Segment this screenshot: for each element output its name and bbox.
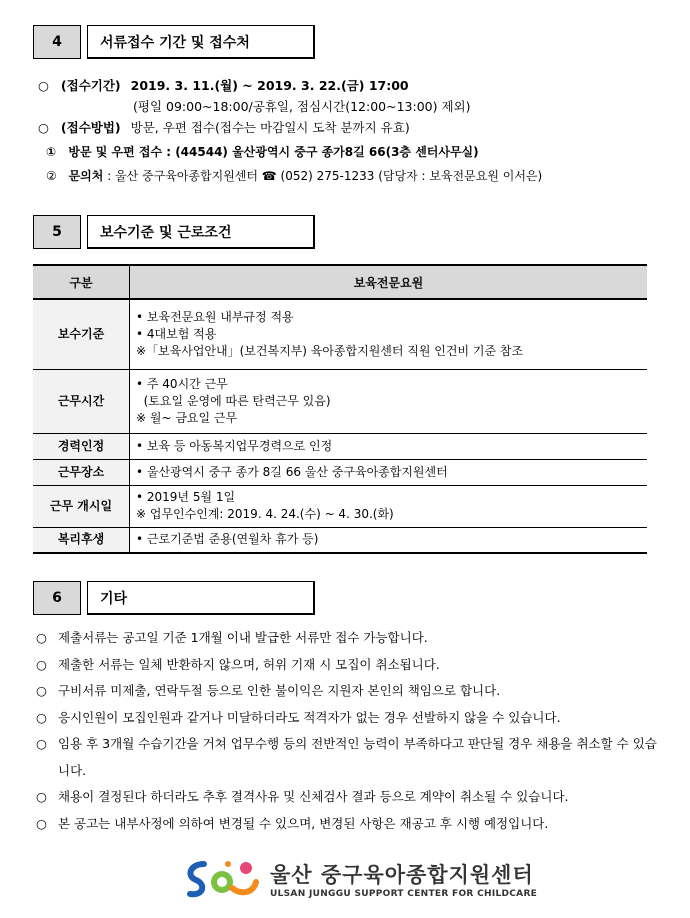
section-number: 6 [33, 581, 81, 615]
circle-bullet-icon: ○ [36, 683, 47, 698]
row-line: • 근로기준법 준용(연월차 휴가 등) [136, 532, 319, 547]
table-row [33, 459, 647, 485]
period-line [38, 76, 409, 94]
list-item-text: 제출한 서류는 일체 반환하지 않으며, 허위 기재 시 모집이 취소됩니다. [58, 656, 440, 672]
section-title: 서류접수 기간 및 접수처 [87, 25, 315, 59]
logo-name-korean: 울산 중구육아종합지원센터 [270, 863, 534, 887]
center-logo-icon [182, 856, 262, 902]
period-value: 2019. 3. 11.(월) ~ 2019. 3. 22.(금) 17:00 [130, 78, 409, 93]
row-label: 보수기준 [33, 299, 130, 369]
item-number-1: ① [46, 145, 57, 159]
row-label: 경력인정 [33, 433, 130, 459]
table-header-row [33, 265, 647, 299]
list-item-text: 구비서류 미제출, 연락두절 등으로 인한 불이익은 지원자 본인의 책임으로 합니다. [58, 683, 501, 698]
row-line: • 2019년 5월 1일 [136, 490, 236, 504]
row-line: • 보육전문요원 내부규정 적용 [136, 309, 294, 324]
list-item-text: 응시인원이 모집인원과 같거나 미달하더라도 적격자가 없는 경우 선발하지 않을 수 있습니다. [58, 709, 561, 725]
misc-list [36, 625, 666, 837]
period-note: (평일 09:00~18:00/공휴일, 점심시간(12:00~13:00) 제외) [133, 99, 471, 114]
list-item [36, 625, 666, 652]
circle-bullet-icon: ○ [36, 789, 47, 804]
section-title: 기타 [87, 581, 315, 615]
circle-bullet-icon: ○ [36, 736, 47, 751]
row-line: • 4대보험 적용 [136, 326, 217, 341]
section-5-header [33, 215, 315, 249]
row-content [130, 485, 648, 527]
circle-bullet-icon: ○ [38, 120, 49, 135]
list-item [36, 705, 666, 732]
circle-bullet-icon: ○ [36, 709, 47, 725]
row-line: • 보육 등 아동복지업무경력으로 인정 [136, 438, 333, 453]
row-line: (토요일 운영에 따른 탄력근무 있음) [136, 393, 331, 408]
row-content [130, 369, 648, 433]
row-label: 복리후생 [33, 527, 130, 553]
center-logo [182, 856, 537, 902]
list-item [36, 784, 666, 811]
header-position: 보육전문요원 [130, 265, 648, 299]
method-line [38, 118, 410, 136]
list-item [36, 652, 666, 679]
section-number: 5 [33, 215, 81, 249]
list-item [36, 811, 666, 838]
row-line: ※「보육사업안내」(보건복지부) 육아종합지원센터 직원 인건비 기준 참조 [136, 343, 524, 358]
list-item [36, 731, 666, 784]
circle-bullet-icon: ○ [38, 78, 49, 93]
circle-bullet-icon: ○ [36, 630, 47, 645]
row-line: • 울산광역시 중구 종가 8길 66 울산 중구육아종합지원센터 [136, 464, 448, 479]
item-number-2: ② [46, 169, 57, 183]
row-label: 근무장소 [33, 459, 130, 485]
list-item [36, 678, 666, 705]
row-line: • 주 40시간 근무 [136, 376, 228, 391]
header-category: 구분 [33, 265, 130, 299]
contact-text: : 울산 중구육아종합지원센터 ☎ (052) 275-1233 (담당자 : 보육전문요원 이서은) [107, 169, 543, 183]
conditions-table [33, 264, 647, 554]
contact-line [46, 167, 542, 184]
list-item-text: 제출서류는 공고일 기준 1개월 이내 발급한 서류만 접수 가능합니다. [58, 630, 428, 645]
list-item-text: 임용 후 3개월 수습기간을 거쳐 업무수행 등의 전반적인 능력이 부족하다고 판단될 경우 채용을 취소할 수 있습니다. [58, 736, 657, 778]
table-row [33, 299, 647, 369]
list-item-text: 채용이 결정된다 하더라도 추후 결격사유 및 신체검사 결과 등으로 계약이 취소될 수 있습니다. [58, 789, 569, 804]
circle-bullet-icon: ○ [36, 815, 47, 831]
section-4-header [33, 25, 315, 59]
period-label: (접수기간) [60, 78, 121, 93]
table-row [33, 369, 647, 433]
circle-bullet-icon: ○ [36, 656, 47, 672]
row-label: 근무시간 [33, 369, 130, 433]
section-title: 보수기준 및 근로조건 [87, 215, 315, 249]
row-content [130, 299, 648, 369]
row-content [130, 459, 648, 485]
contact-label: 문의처 [68, 169, 104, 183]
row-label: 근무 개시일 [33, 485, 130, 527]
table-row [33, 433, 647, 459]
row-content [130, 433, 648, 459]
row-line: ※ 업무인수인계: 2019. 4. 24.(수) ~ 4. 30.(화) [136, 507, 394, 521]
visit-mail-text: 방문 및 우편 접수 : (44544) 울산광역시 중구 종가8길 66(3층 센터사무실) [68, 145, 479, 159]
section-6-header [33, 581, 315, 615]
row-content [130, 527, 648, 553]
method-label: (접수방법) [60, 120, 121, 135]
visit-mail-line [46, 143, 479, 160]
table-row [33, 485, 647, 527]
section-number: 4 [33, 25, 81, 59]
table-row [33, 527, 647, 553]
list-item-text: 본 공고는 내부사정에 의하여 변경될 수 있으며, 변경된 사항은 재공고 후 시행 예정입니다. [58, 815, 549, 831]
method-value: 방문, 우편 접수(접수는 마감일시 도착 분까지 유효) [130, 120, 410, 135]
row-line: ※ 월~ 금요일 근무 [136, 410, 238, 425]
logo-name-english: ULSAN JUNGGU SUPPORT CENTER FOR CHILDCARE [270, 889, 538, 899]
